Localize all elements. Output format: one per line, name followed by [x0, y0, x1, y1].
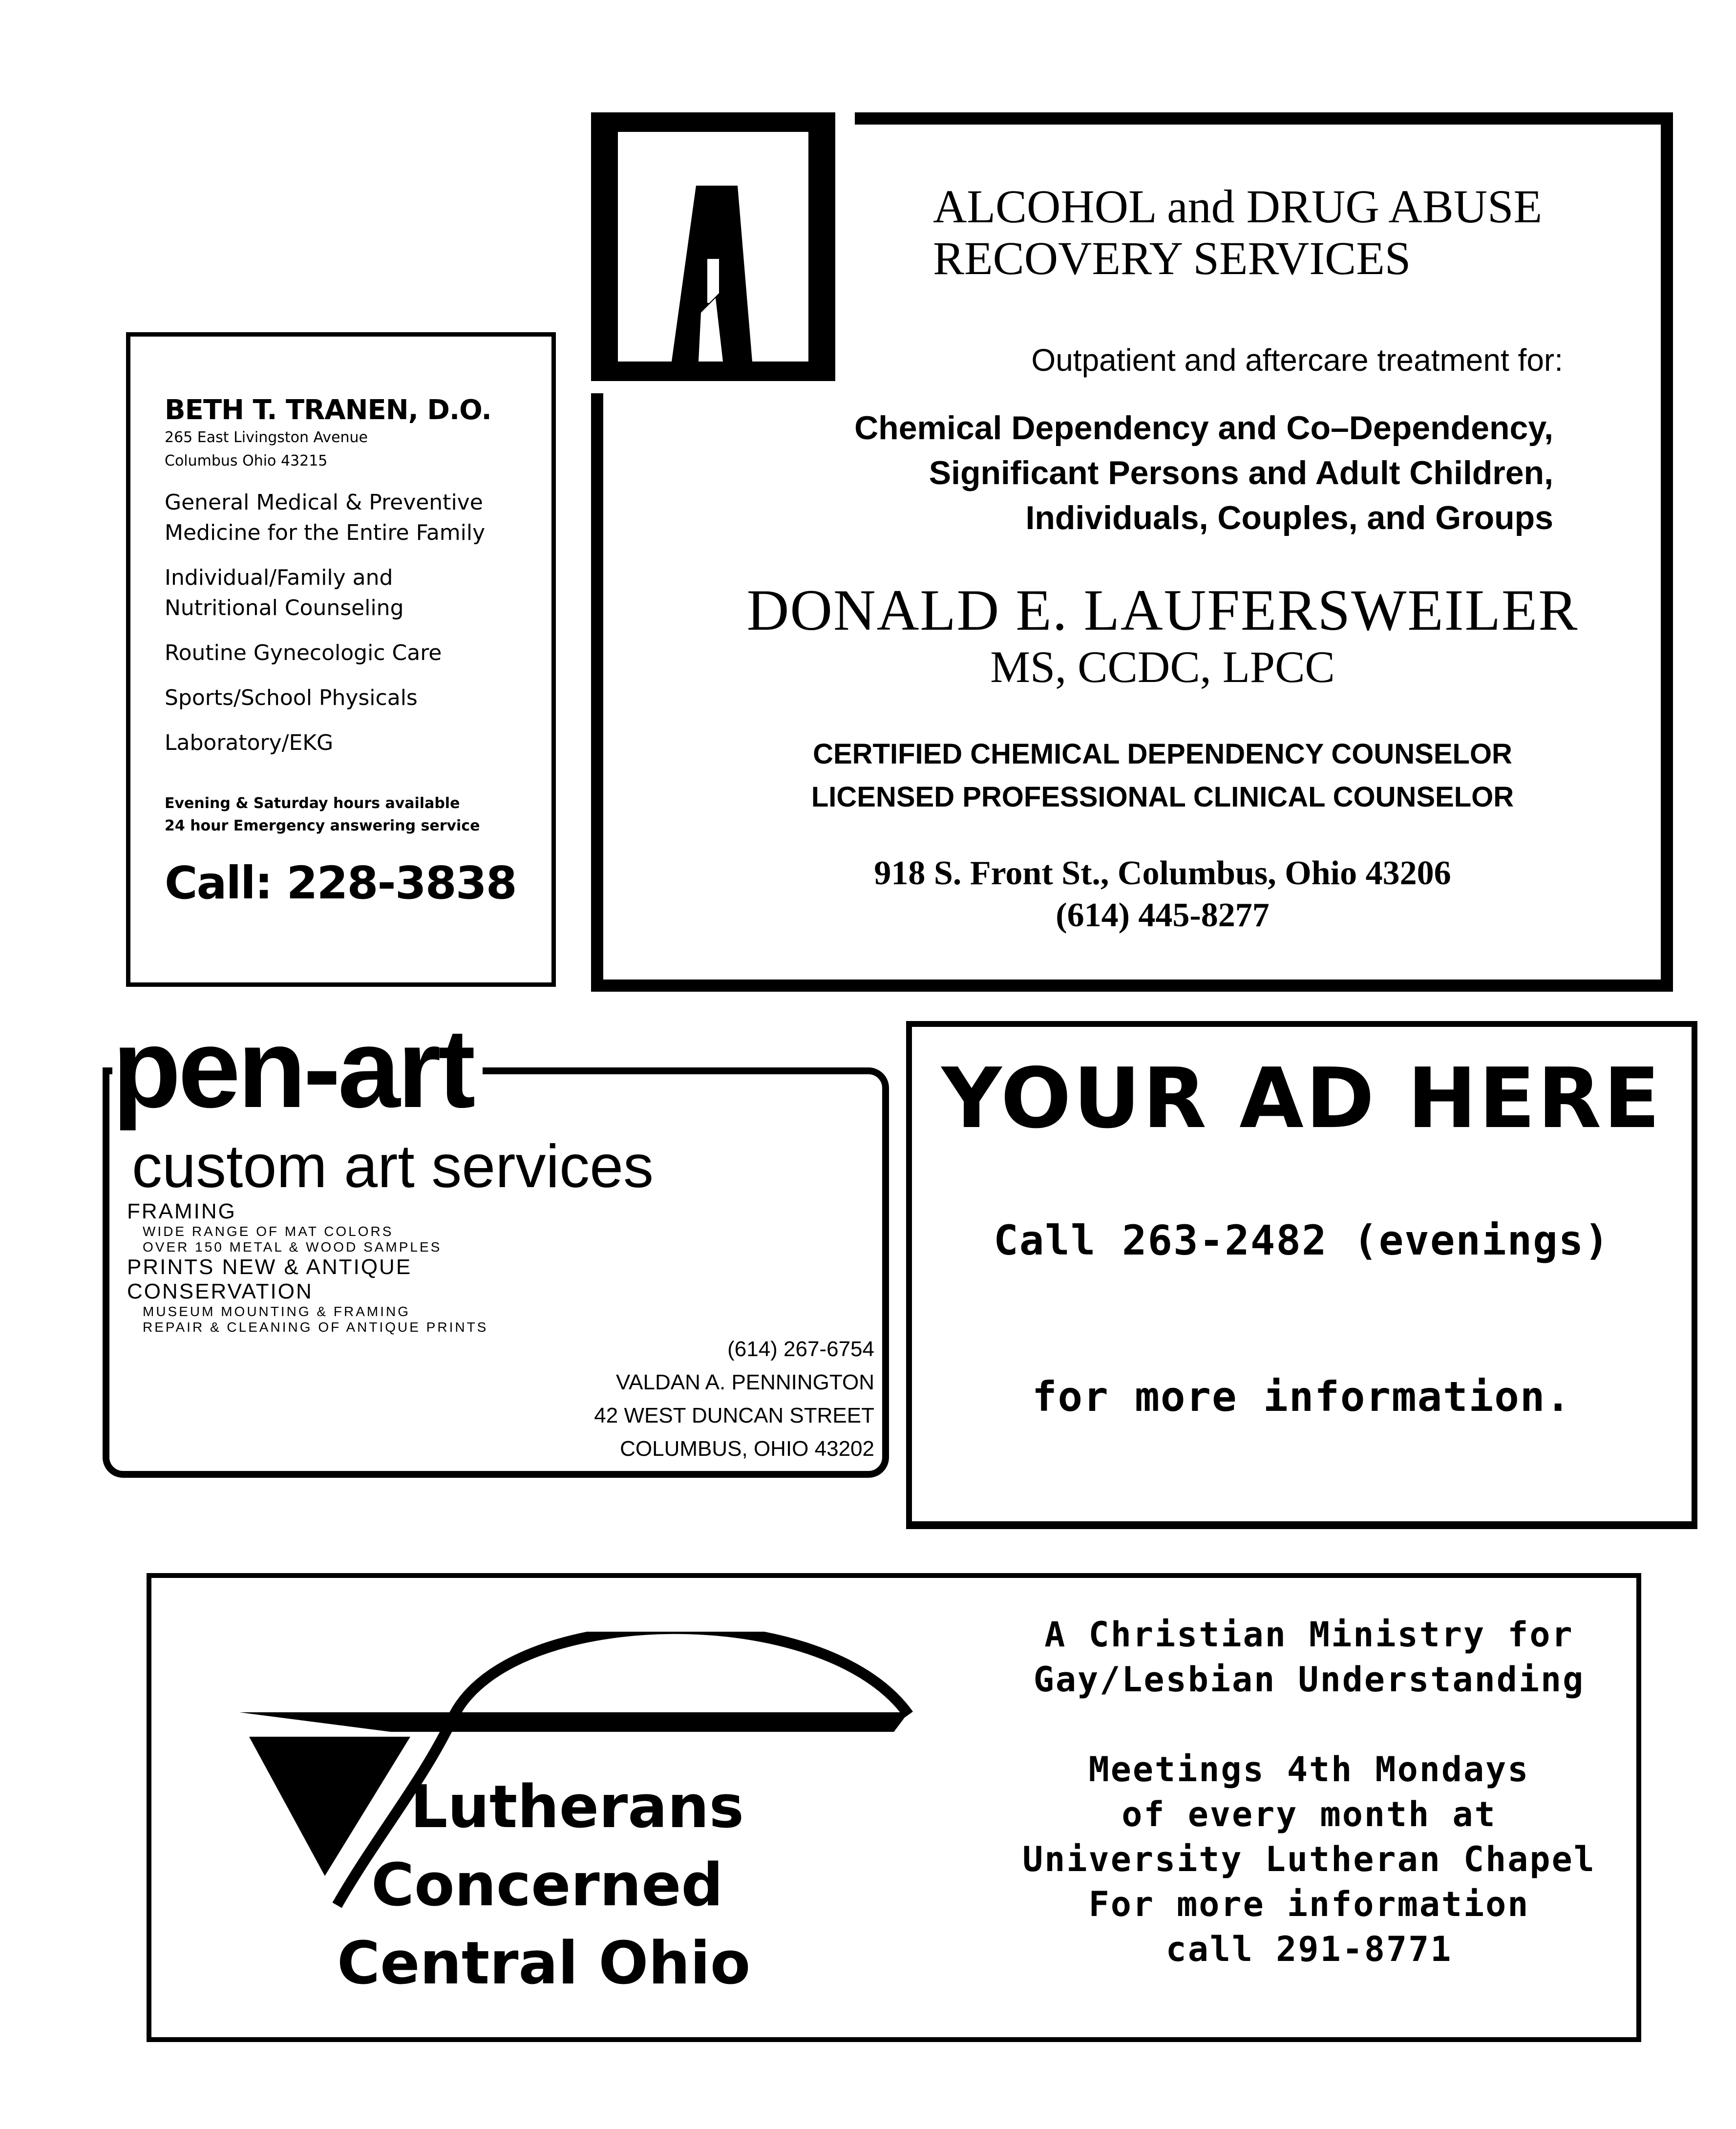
treatment-item: Significant Persons and Adult Children,: [929, 454, 1553, 491]
cert-line: LICENSED PROFESSIONAL CLINICAL COUNSELOR: [811, 781, 1514, 813]
info-spacer: [982, 1702, 1636, 1747]
penart-services: [127, 1199, 488, 1335]
your-ad-headline: YOUR AD HERE: [941, 1050, 1662, 1147]
doctor-services-list: [165, 728, 551, 758]
service-detail: MUSEUM MOUNTING & FRAMING: [143, 1304, 410, 1319]
heading-line: RECOVERY SERVICES: [933, 232, 1411, 284]
doctor-address-line2: Columbus Ohio 43215: [165, 452, 328, 469]
info-line: Meetings 4th Mondays: [1088, 1749, 1530, 1789]
doctor-services-list: [165, 683, 551, 713]
info-line: of every month at: [1122, 1794, 1497, 1834]
service-item: Nutritional Counseling: [165, 596, 404, 620]
your-ad-here-ad: [906, 1021, 1697, 1529]
penart-ad: [88, 1005, 899, 1485]
doctor-address-line1: 265 East Livingston Avenue: [165, 429, 368, 446]
doctor-hours: [165, 792, 551, 837]
penart-street: 42 WEST DUNCAN STREET: [594, 1404, 874, 1427]
service-heading: CONSERVATION: [127, 1279, 313, 1303]
info-line: A Christian Ministry for: [1044, 1615, 1574, 1655]
penart-phone: (614) 267-6754: [727, 1337, 874, 1361]
service-heading: FRAMING: [127, 1199, 236, 1223]
hours-line: 24 hour Emergency answering service: [165, 817, 480, 834]
counselor-name: DONALD E. LAUFERSWEILER: [746, 577, 1579, 642]
service-detail: REPAIR & CLEANING OF ANTIQUE PRINTS: [143, 1320, 488, 1335]
frame-border-top: [855, 112, 1673, 125]
wordmark-line: Lutherans: [410, 1773, 744, 1841]
alcohol-ad-subheading: Outpatient and aftercare treatment for:: [1031, 342, 1563, 378]
penart-contact-name: VALDAN A. PENNINGTON: [616, 1370, 874, 1394]
info-line: Gay/Lesbian Understanding: [1033, 1660, 1585, 1700]
letter-a-logo-icon: [591, 112, 835, 381]
service-item: Sports/School Physicals: [165, 685, 418, 710]
doctor-services-list: [165, 563, 551, 623]
frame-border-right: [1661, 112, 1673, 992]
tranen-ad: [126, 332, 556, 987]
info-line: call 291-8771: [1165, 1929, 1453, 1969]
doctor-services-list: [165, 488, 551, 548]
lutherans-info: [982, 1612, 1636, 1972]
service-detail: OVER 150 METAL & WOOD SAMPLES: [143, 1239, 442, 1255]
service-item: Laboratory/EKG: [165, 730, 334, 755]
service-item: General Medical & Preventive: [165, 490, 483, 515]
treatment-item: Individuals, Couples, and Groups: [1025, 499, 1553, 536]
doctor-phone: Call: 228-3838: [165, 857, 516, 909]
service-item: Individual/Family and: [165, 565, 393, 590]
frame-border-bottom: [591, 979, 1673, 992]
service-item: Routine Gynecologic Care: [165, 640, 442, 665]
info-line: For more information: [1088, 1884, 1530, 1924]
counselor-contact: [664, 852, 1661, 937]
info-line: University Lutheran Chapel: [1022, 1839, 1596, 1879]
penart-city: COLUMBUS, OHIO 43202: [620, 1437, 874, 1461]
service-detail: WIDE RANGE OF MAT COLORS: [143, 1224, 394, 1239]
lutherans-wordmark: [337, 1768, 751, 2003]
frame-border-left: [591, 393, 603, 992]
alcohol-recovery-ad: [591, 112, 1673, 992]
wordmark-line: Central Ohio: [337, 1930, 751, 1998]
lutherans-concerned-ad: [147, 1573, 1641, 2042]
counselor-credentials: MS, CCDC, LPCC: [990, 642, 1335, 692]
wordmark-line: Concerned: [371, 1852, 723, 1919]
service-item: Medicine for the Entire Family: [165, 520, 486, 545]
your-ad-call-line: Call 263-2482 (evenings): [994, 1216, 1610, 1264]
your-ad-info-line: for more information.: [1032, 1373, 1572, 1421]
penart-contact: [594, 1333, 874, 1466]
counselor-phone: (614) 445-8277: [1056, 896, 1270, 934]
penart-tagline: custom art services: [132, 1133, 658, 1200]
penart-wordmark: pen-art: [112, 1006, 483, 1130]
treatment-item: Chemical Dependency and Co–Dependency,: [854, 409, 1553, 447]
alcohol-ad-heading: [933, 181, 1542, 284]
counselor-certifications: [664, 733, 1661, 819]
cert-line: CERTIFIED CHEMICAL DEPENDENCY COUNSELOR: [813, 738, 1512, 770]
service-heading: PRINTS NEW & ANTIQUE: [127, 1255, 412, 1279]
treatment-list: [854, 405, 1553, 540]
counselor-address: 918 S. Front St., Columbus, Ohio 43206: [874, 854, 1451, 892]
doctor-services-list: [165, 638, 551, 668]
doctor-name: BETH T. TRANEN, D.O.: [165, 394, 491, 426]
heading-line: ALCOHOL and DRUG ABUSE: [933, 180, 1543, 233]
hours-line: Evening & Saturday hours available: [165, 795, 460, 812]
